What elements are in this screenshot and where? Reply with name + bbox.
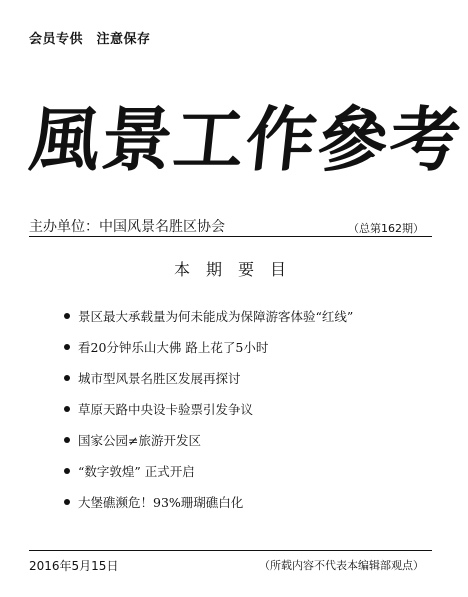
toc-item — [64, 338, 353, 369]
toc-item-text: “数字敦煌” 正式开启 — [78, 464, 195, 479]
masthead-char: 參 — [313, 98, 395, 181]
bullet-icon — [64, 375, 70, 381]
masthead-char: 工 — [169, 98, 251, 181]
masthead-char: 作 — [241, 98, 323, 181]
masthead-char: 景 — [97, 98, 179, 181]
members-only-notice: 会员专供 注意保存 — [29, 32, 151, 47]
disclaimer-text: （所载内容不代表本编辑部观点） — [259, 559, 424, 572]
toc-item — [64, 400, 353, 431]
bullet-icon — [64, 437, 70, 443]
toc-item — [64, 307, 353, 338]
bullet-icon — [64, 468, 70, 474]
footer-divider — [29, 550, 432, 551]
toc-item-text: 大堡礁濒危！93%珊瑚礁白化 — [78, 495, 244, 510]
toc-item — [64, 431, 353, 462]
toc-item — [64, 462, 353, 493]
toc-item-text: 景区最大承载量为何未能成为保障游客体验“红线” — [78, 309, 354, 324]
bullet-icon — [64, 406, 70, 412]
masthead-char: 考 — [385, 98, 467, 181]
footer-row — [29, 557, 432, 574]
issue-number: （总第162期） — [348, 222, 424, 235]
table-of-contents — [64, 307, 353, 524]
toc-item-text: 草原天路中央设卡验票引发争议 — [78, 402, 254, 417]
bullet-icon — [64, 313, 70, 319]
masthead-char: 風 — [25, 98, 107, 181]
bullet-icon — [64, 499, 70, 505]
toc-heading: 本期要目 — [173, 260, 302, 279]
sponsor-label: 主办单位：中国风景名胜区协会 — [29, 219, 225, 235]
toc-item-text: 国家公园≠旅游开发区 — [78, 433, 201, 448]
publication-date: 2016年5月15日 — [29, 559, 119, 573]
toc-item — [64, 493, 353, 524]
masthead-calligraphy-title — [24, 86, 467, 194]
bullet-icon — [64, 344, 70, 350]
toc-item — [64, 369, 353, 400]
sponsor-row — [29, 216, 432, 236]
header-divider — [29, 236, 432, 237]
toc-item-text: 看20分钟乐山大佛 路上花了5小时 — [78, 340, 269, 355]
toc-item-text: 城市型风景名胜区发展再探讨 — [78, 371, 241, 386]
